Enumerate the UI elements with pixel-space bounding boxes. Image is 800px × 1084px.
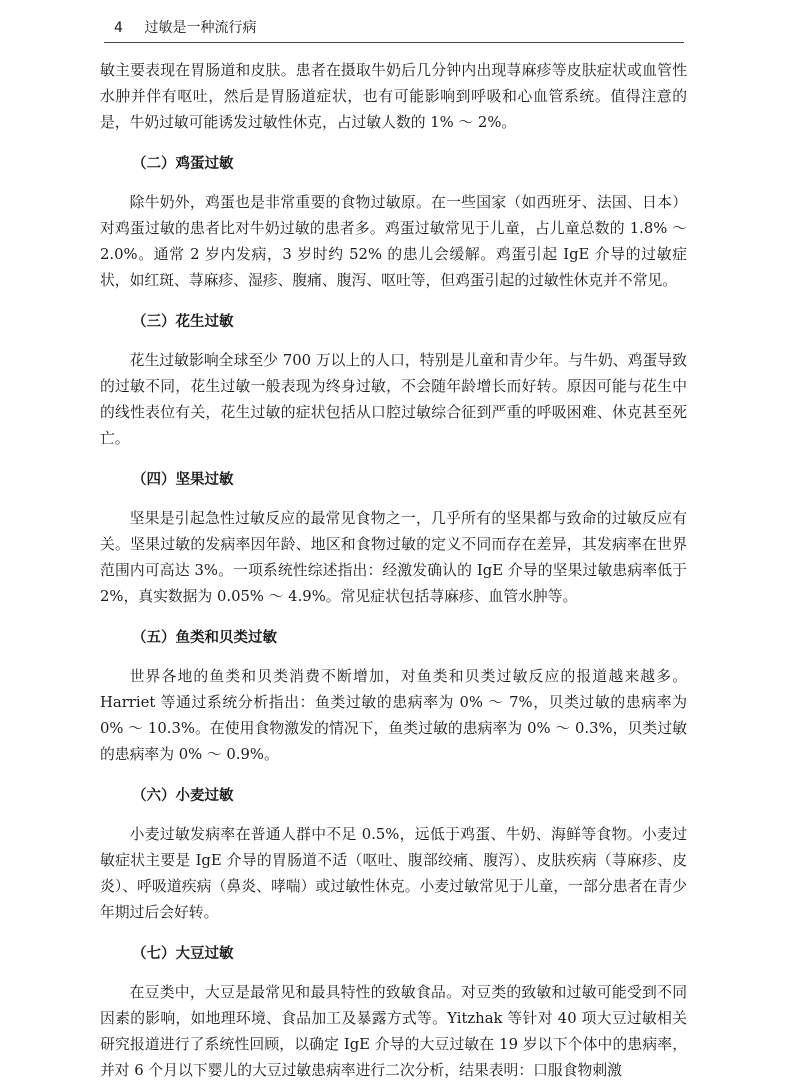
section-paragraph: 坚果是引起急性过敏反应的最常见食物之一，几乎所有的坚果都与致命的过敏反应有关。坚果过敏的发病率因年龄、地区和食物过敏的定义不同而存在差异，其发病率在世界范围内可高达 3%。一项系统性综述指出：经激发确认的 IgE 介导的坚果过敏患病率低于 2%，真实数据为 0.05% ～ 4.9%。常见症状包括荨麻疹、血管水肿等。	[100, 510, 687, 605]
section-heading: （六）小麦过敏	[132, 788, 234, 804]
section-heading: （三）花生过敏	[132, 314, 234, 330]
intro-paragraph: 敏主要表现在胃肠道和皮肤。患者在摄取牛奶后几分钟内出现荨麻疹等皮肤症状或血管性水肿并伴有呕吐，然后是胃肠道症状，也有可能影响到呼吸和心血管系统。值得注意的是，牛奶过敏可能诱发过敏性休克，占过敏人数的 1% ～ 2%。	[100, 62, 687, 131]
section-nut-allergy	[100, 467, 687, 610]
section-paragraph: 在豆类中，大豆是最常见和最具特性的致敏食品。对豆类的致敏和过敏可能受到不同因素的影响，如地理环境、食品加工及暴露方式等。Yitzhak 等针对 40 项大豆过敏相关研究报道进行了系统性回顾，以确定 IgE 介导的大豆过敏在 19 岁以下个体中的患病率，并对 6 个月以下婴儿的大豆过敏患病率进行二次分析，结果表明：口服食物刺激	[100, 984, 687, 1079]
section-heading: （七）大豆过敏	[132, 946, 234, 962]
section-paragraph: 花生过敏影响全球至少 700 万以上的人口，特别是儿童和青少年。与牛奶、鸡蛋导致的过敏不同，花生过敏一般表现为终身过敏，不会随年龄增长而好转。原因可能与花生中的线性表位有关，花生过敏的症状包括从口腔过敏综合征到严重的呼吸困难、休克甚至死亡。	[100, 352, 687, 447]
section-fish-shellfish-allergy	[100, 625, 687, 768]
section-paragraph: 除牛奶外，鸡蛋也是非常重要的食物过敏原。在一些国家（如西班牙、法国、日本）对鸡蛋过敏的患者比对牛奶过敏的患者多。鸡蛋过敏常见于儿童，占儿童总数的 1.8% ～ 2.0%。通常 2 岁内发病，3 岁时约 52% 的患儿会缓解。鸡蛋引起 IgE 介导的过敏症状，如红斑、荨麻疹、湿疹、腹痛、腹泻、呕吐等，但鸡蛋引起的过敏性休克并不常见。	[100, 194, 687, 289]
section-wheat-allergy	[100, 783, 687, 926]
section-egg-allergy	[100, 151, 687, 294]
running-title: 过敏是一种流行病	[144, 20, 257, 36]
section-heading: （四）坚果过敏	[132, 472, 234, 488]
section-heading: （二）鸡蛋过敏	[132, 156, 234, 172]
section-heading: （五）鱼类和贝类过敏	[132, 630, 277, 646]
section-peanut-allergy	[100, 309, 687, 452]
page-body	[100, 58, 687, 1084]
running-header	[104, 14, 684, 43]
section-soy-allergy	[100, 941, 687, 1084]
section-paragraph: 小麦过敏发病率在普通人群中不足 0.5%，远低于鸡蛋、牛奶、海鲜等食物。小麦过敏症状主要是 IgE 介导的胃肠道不适（呕吐、腹部绞痛、腹泻）、皮肤疾病（荨麻疹、皮炎）、呼吸道疾病（鼻炎、哮喘）或过敏性休克。小麦过敏常见于儿童，一部分患者在青少年期过后会好转。	[100, 826, 687, 921]
section-paragraph: 世界各地的鱼类和贝类消费不断增加，对鱼类和贝类过敏反应的报道越来越多。Harriet 等通过系统分析指出：鱼类过敏的患病率为 0% ～ 7%，贝类过敏的患病率为 0% ～ 10.3%。在使用食物激发的情况下，鱼类过敏的患病率为 0% ～ 0.3%，贝类过敏的患病率为 0% ～ 0.9%。	[100, 668, 687, 763]
page-number: 4	[114, 20, 123, 36]
